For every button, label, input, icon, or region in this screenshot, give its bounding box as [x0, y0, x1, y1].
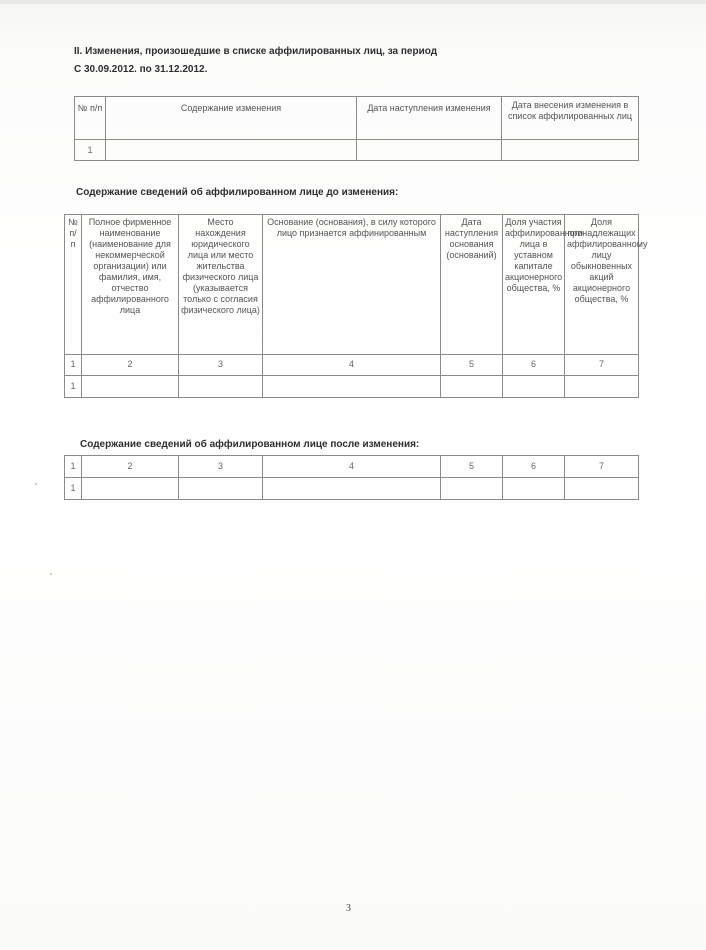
- table-row: [65, 478, 639, 500]
- table-cell: 1: [65, 376, 82, 398]
- col-header-grounds: Основание (основания), в силу которого лицо признается аффинированным: [263, 215, 441, 355]
- after-change-heading: Содержание сведений об аффилированном лице после изменения:: [80, 439, 420, 450]
- table-cell: 1: [65, 478, 82, 500]
- column-number: 7: [565, 456, 639, 478]
- table-cell: [441, 376, 503, 398]
- table-cell: [565, 376, 639, 398]
- column-number: 1: [65, 456, 82, 478]
- before-table-header-row: [65, 215, 639, 355]
- scan-top-edge: [0, 0, 706, 4]
- table-cell: [441, 478, 503, 500]
- table-cell: 1: [75, 140, 106, 161]
- column-number: 4: [263, 456, 441, 478]
- column-number-row: [65, 355, 639, 376]
- before-change-heading: Содержание сведений об аффилированном лице до изменения:: [76, 187, 399, 198]
- col-header-shares-share: Доля принадлежащих аффилированному лицу обыкновенных акций акционерного общества, %: [565, 215, 639, 355]
- col-header-number: № п/п: [75, 97, 106, 140]
- column-number: 4: [263, 355, 441, 376]
- before-change-table: [64, 214, 648, 398]
- table-cell: [106, 140, 357, 161]
- table-cell: [503, 376, 565, 398]
- column-number: 5: [441, 456, 503, 478]
- table-cell: [502, 140, 639, 161]
- col-header-capital-share: Доля участия аффилированного лица в уставном капитале акционерного общества, %: [503, 215, 565, 355]
- table-cell: [503, 478, 565, 500]
- table-cell: [82, 376, 179, 398]
- scan-speck: [50, 573, 52, 575]
- section-heading-line1: II. Изменения, произошедшие в списке аффилированных лиц, за период: [74, 46, 438, 57]
- table-cell: [263, 478, 441, 500]
- column-number: 5: [441, 355, 503, 376]
- column-number: 6: [503, 456, 565, 478]
- col-header-grounds-date: Дата наступления основания (оснований): [441, 215, 503, 355]
- section-heading: [74, 44, 437, 77]
- column-number: 3: [179, 456, 263, 478]
- changes-table-header-row: [75, 97, 639, 140]
- table-cell: [263, 376, 441, 398]
- col-header-entry-date: Дата внесения изменения в список аффилированных лиц: [502, 97, 639, 140]
- col-header-change-date: Дата наступления изменения: [357, 97, 502, 140]
- changes-table: [74, 96, 639, 161]
- table-row: [75, 140, 639, 161]
- col-header-full-name: Полное фирменное наименование (наименование для некоммерческой организации) или фамилия, имя, отчество аффилированного лица: [82, 215, 179, 355]
- scan-speck: [35, 483, 37, 485]
- column-number: 6: [503, 355, 565, 376]
- column-number: 1: [65, 355, 82, 376]
- col-header-number: № п/п: [65, 215, 82, 355]
- column-number: 3: [179, 355, 263, 376]
- column-number-row: [65, 456, 639, 478]
- column-number: 7: [565, 355, 639, 376]
- table-cell: [565, 478, 639, 500]
- col-header-location: Место нахождения юридического лица или место жительства физического лица (указывается только с согласия физического лица): [179, 215, 263, 355]
- table-cell: [82, 478, 179, 500]
- table-cell: [179, 376, 263, 398]
- page-number: 3: [346, 903, 351, 914]
- col-header-change-content: Содержание изменения: [106, 97, 357, 140]
- column-number: 2: [82, 355, 179, 376]
- after-change-table: [64, 455, 639, 500]
- column-number: 2: [82, 456, 179, 478]
- table-cell: [179, 478, 263, 500]
- section-heading-line2: С 30.09.2012. по 31.12.2012.: [74, 64, 208, 75]
- table-row: [65, 376, 639, 398]
- table-cell: [357, 140, 502, 161]
